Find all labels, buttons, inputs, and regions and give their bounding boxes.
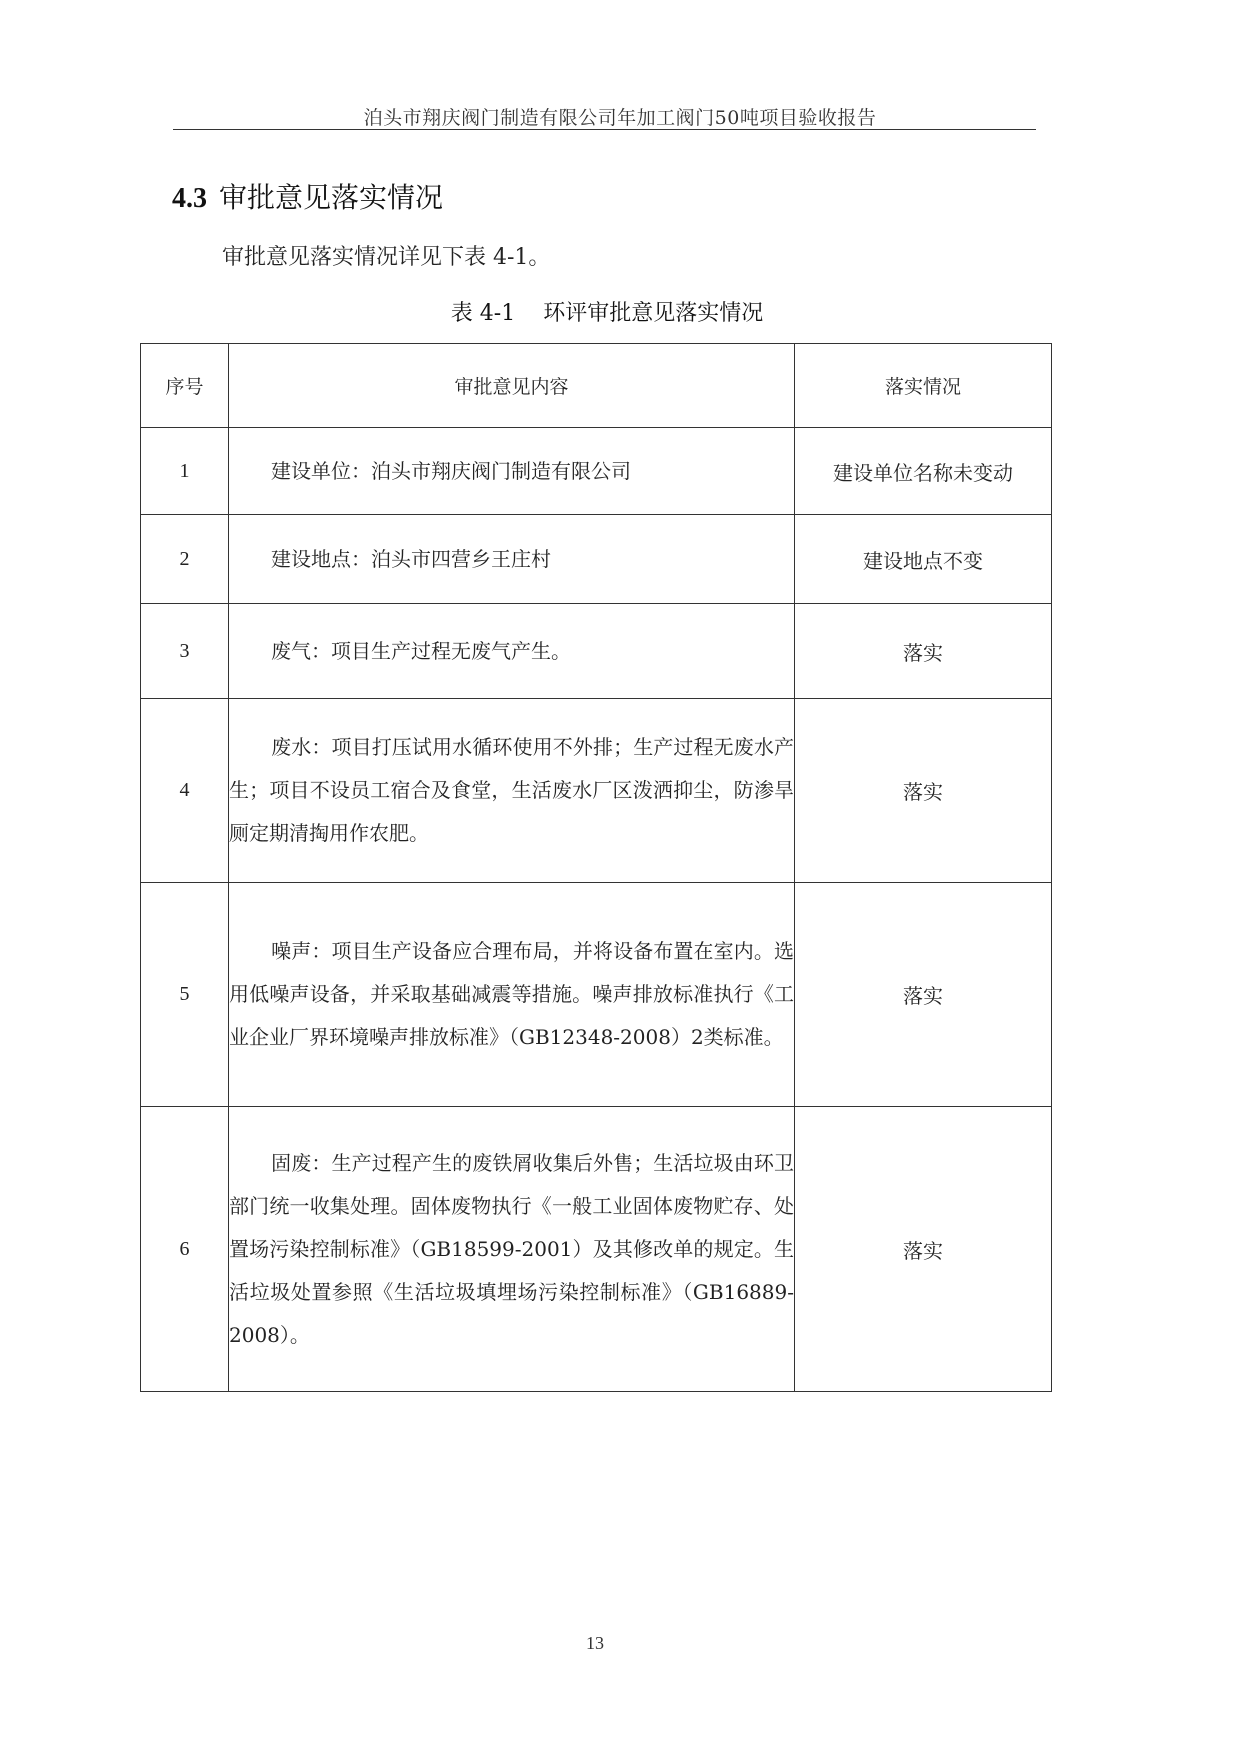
row-content [229,604,795,699]
row-content [229,1107,795,1392]
table-row [141,604,1052,699]
row-status: 落实 [795,883,1052,1107]
header-cell-status: 落实情况 [795,344,1052,428]
row-content-text: 固废：生产过程产生的废铁屑收集后外售；生活垃圾由环卫部门统一收集处理。固体废物执行《一般工业固体废物贮存、处置场污染控制标准》（GB18599-2001）及其修改单的规定。生活垃圾处置参照《生活垃圾填埋场污染控制标准》（GB16889-2008）。 [229,1150,794,1347]
header-cell-content: 审批意见内容 [229,344,795,428]
table-caption-title: 环评审批意见落实情况 [543,301,764,326]
row-content-text: 建设单位：泊头市翔庆阀门制造有限公司 [271,458,631,483]
table-row [141,515,1052,604]
approval-table [140,343,1052,1392]
row-content [229,699,795,883]
header-cell-no: 序号 [141,344,229,428]
row-status: 落实 [795,699,1052,883]
table-row [141,883,1052,1107]
section-number: 4.3 [172,183,207,214]
row-content [229,515,795,604]
section-title-text: 审批意见落实情况 [219,181,444,214]
table-row [141,699,1052,883]
table-caption-number: 表 4-1 [450,301,516,326]
row-status: 建设地点不变 [795,515,1052,604]
row-status: 落实 [795,604,1052,699]
header-rule [173,129,1036,130]
row-number: 2 [141,515,229,604]
row-content [229,428,795,515]
row-content-text: 废水：项目打压试用水循环使用不外排；生产过程无废水产生；项目不设员工宿合及食堂，生活废水厂区泼洒抑尘，防渗旱厕定期清掏用作农肥。 [229,735,794,845]
row-number: 6 [141,1107,229,1392]
row-content-text: 噪声：项目生产设备应合理布局，并将设备布置在室内。选用低噪声设备，并采取基础减震等措施。噪声排放标准执行《工业企业厂界环境噪声排放标准》（GB12348-2008）2类标准。 [229,939,794,1049]
row-number: 4 [141,699,229,883]
intro-paragraph: 审批意见落实情况详见下表 4-1。 [222,245,551,270]
row-status: 建设单位名称未变动 [795,428,1052,515]
running-header: 泊头市翔庆阀门制造有限公司年加工阀门50吨项目验收报告 [363,107,877,129]
row-content-text: 废气：项目生产过程无废气产生。 [271,638,571,663]
row-number: 5 [141,883,229,1107]
table-row [141,1107,1052,1392]
table-caption [0,296,1214,327]
row-status: 落实 [795,1107,1052,1392]
table-header-row [141,344,1052,428]
row-content [229,883,795,1107]
section-heading [172,176,443,216]
row-number: 3 [141,604,229,699]
page-number: 13 [586,1633,604,1653]
table-row [141,428,1052,515]
row-content-text: 建设地点：泊头市四营乡王庄村 [271,546,551,571]
row-number: 1 [141,428,229,515]
